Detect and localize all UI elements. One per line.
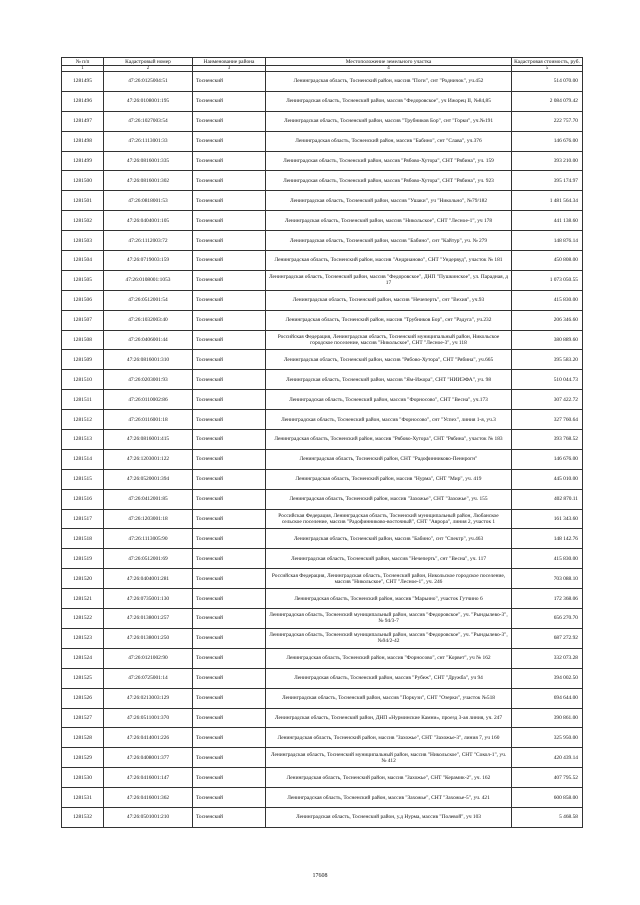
table-row [62,191,583,211]
district-cell: Тосненский [193,549,266,569]
location-cell: Российская Федерация, Ленинградская область, Тосненский муниципальный район, Никольское городское поселение, массив "Никольское", СНТ "Лесное-3", уч 118 [266,330,512,350]
cadastral-value-cell: 390 861.00 [512,708,583,728]
row-number-cell: 1281518 [62,529,104,549]
location-cell: Ленинградская область, Тосненский муниципальный район, массив "Никольское", СНТ "Сокол-1", уч. № 412 [266,748,512,768]
district-cell: Тосненский [193,668,266,688]
location-cell: Ленинградская область, Тосненский район, массив "Ям-Ижора", СНТ "НИИЭФА", уч. 98 [266,370,512,390]
cadastral-number-cell: 47:26:1027003:54 [104,111,193,131]
table-row [62,688,583,708]
cadastral-value-cell: 146 676.00 [512,449,583,469]
cadastral-value-cell: 1 073 050.55 [512,270,583,290]
row-number-cell: 1281501 [62,191,104,211]
column-number: 1 [62,66,104,72]
row-number-cell: 1281519 [62,549,104,569]
cadastral-value-cell: 415 830.00 [512,549,583,569]
row-number-cell: 1281516 [62,489,104,509]
location-cell: Ленинградская область, Тосненский район, ДНП «Нурминские Камни», проезд 3-ая линия, уч. 247 [266,708,512,728]
location-cell: Ленинградская область, Тосненский район, у.д Нурма, массив "Полевой", уч 103 [266,807,512,827]
row-number-cell: 1281523 [62,628,104,648]
district-cell: Тосненский [193,748,266,768]
table-row [62,748,583,768]
table-row [62,628,583,648]
location-cell: Ленинградская область, Тосненский район, массив "Рябово-Хутора", СНТ "Рябина", уч. 159 [266,151,512,171]
table-row [62,529,583,549]
cadastral-number-cell: 47:26:1113005:90 [104,529,193,549]
district-cell: Тосненский [193,91,266,111]
table-row [62,310,583,330]
location-cell: Ленинградская область, Тосненский район, массив "Андрианово", СНТ "Ундервуд", участок № 181 [266,251,512,271]
cadastral-value-cell: 395 174.97 [512,171,583,191]
location-cell: Ленинградская область, Тосненский район, массив "Нечеперть", снт "Вехия", уч.93 [266,290,512,310]
location-cell: Ленинградская область, Тосненский район, массив "Нурма", СНТ "Мир", уч. 419 [266,469,512,489]
row-number-cell: 1281512 [62,410,104,430]
table-row [62,728,583,748]
location-cell: Ленинградская область, Тосненский район, массив "Бабино", снт "Кайтур", уч. № 279 [266,231,512,251]
table-row [62,231,583,251]
row-number-cell: 1281506 [62,290,104,310]
cadastral-value-cell: 1 481 564.34 [512,191,583,211]
cadastral-value-cell: 600 858.00 [512,788,583,808]
district-cell: Тосненский [193,290,266,310]
district-cell: Тосненский [193,350,266,370]
table-row [62,807,583,827]
cadastral-table-sheet [61,57,582,828]
cadastral-number-cell: 47:26:0110002:86 [104,390,193,410]
cadastral-number-cell: 47:26:0416001:362 [104,788,193,808]
row-number-cell: 1281495 [62,72,104,92]
district-cell: Тосненский [193,131,266,151]
row-number-cell: 1281502 [62,211,104,231]
row-number-cell: 1281527 [62,708,104,728]
cadastral-number-cell: 47:26:0138001:257 [104,609,193,629]
location-cell: Российская Федерация, Ленинградская область, Тосненский район, Никольское городское поселение, массив "Никольское", СНТ "Лесное-1", уч. 246 [266,569,512,589]
cadastral-value-cell: 307 422.72 [512,390,583,410]
location-cell: Ленинградская область, Тосненский муниципальный район, массив "Федоровское", уч. "Рындылево-3", №94/2-42 [266,628,512,648]
table-row [62,251,583,271]
header-row-number: № п/п [62,58,104,66]
cadastral-number-cell: 47:26:0816001:310 [104,350,193,370]
row-number-cell: 1281528 [62,728,104,748]
cadastral-value-cell: 206 346.60 [512,310,583,330]
location-cell: Ленинградская область, Тосненский район, массив "Форносово", снт "Успех", линия 1-я, уч.3 [266,410,512,430]
row-number-cell: 1281525 [62,668,104,688]
cadastral-value-cell: 694 644.00 [512,688,583,708]
cadastral-value-cell: 395 583.20 [512,350,583,370]
cadastral-value-cell: 450 808.00 [512,251,583,271]
cadastral-value-cell: 222 757.70 [512,111,583,131]
location-cell: Ленинградская область, Тосненский район, массив "Захожье", СНТ "Захожье-3", линия 7, уч 160 [266,728,512,748]
district-cell: Тосненский [193,191,266,211]
column-number: 4 [266,66,512,72]
table-row [62,370,583,390]
cadastral-value-cell: 703 088.10 [512,569,583,589]
cadastral-value-cell: 415 830.00 [512,290,583,310]
row-number-cell: 1281500 [62,171,104,191]
cadastral-number-cell: 47:26:0213003:129 [104,688,193,708]
location-cell: Ленинградская область, Тосненский район, массив "Рябово-Хутора", СНТ "Рябина", уч.665 [266,350,512,370]
district-cell: Тосненский [193,788,266,808]
cadastral-value-cell: 172 368.06 [512,589,583,609]
table-row [62,151,583,171]
cadastral-value-cell: 420 439.14 [512,748,583,768]
location-cell: Ленинградская область, Тосненский район, массив "Рубеж", СНТ "Дружба", уч 94 [266,668,512,688]
column-number: 5 [512,66,583,72]
row-number-cell: 1281510 [62,370,104,390]
cadastral-number-cell: 47:26:0408001:377 [104,748,193,768]
cadastral-value-cell: 441 138.60 [512,211,583,231]
location-cell: Ленинградская область, Тосненский район, массив "Захожье", СНТ "Захожье-5", уч. 421 [266,788,512,808]
location-cell: Ленинградская область, Тосненский район, массив "Захожье", СНТ "Захожье", уч. 155 [266,489,512,509]
cadastral-value-cell: 445 010.00 [512,469,583,489]
district-cell: Тосненский [193,330,266,350]
row-number-cell: 1281505 [62,270,104,290]
district-cell: Тосненский [193,430,266,450]
table-row [62,72,583,92]
table-row [62,390,583,410]
row-number-cell: 1281526 [62,688,104,708]
cadastral-number-cell: 47:26:0512001:54 [104,290,193,310]
row-number-cell: 1281515 [62,469,104,489]
row-number-cell: 1281496 [62,91,104,111]
district-cell: Тосненский [193,449,266,469]
row-number-cell: 1281503 [62,231,104,251]
cadastral-number-cell: 47:26:0818001:53 [104,191,193,211]
location-cell: Ленинградская область, Тосненский район, массив "Марьино", участок Гутчино 6 [266,589,512,609]
header-cadastral-number: Кадастровый номер [104,58,193,66]
table-row [62,91,583,111]
cadastral-number-cell: 47:26:0203001:93 [104,370,193,390]
location-cell: Ленинградская область, Тосненский район, массив "Бабино", снт "Слава", уч.376 [266,131,512,151]
cadastral-number-cell: 47:26:1203001:18 [104,509,193,529]
row-number-cell: 1281514 [62,449,104,469]
cadastral-number-cell: 47:26:1032003:40 [104,310,193,330]
row-number-cell: 1281497 [62,111,104,131]
district-cell: Тосненский [193,251,266,271]
cadastral-number-cell: 47:26:1113001:33 [104,131,193,151]
cadastral-value-cell: 161 343.60 [512,509,583,529]
table-row [62,589,583,609]
cadastral-value-table [61,57,583,828]
row-number-cell: 1281509 [62,350,104,370]
district-cell: Тосненский [193,708,266,728]
cadastral-value-cell: 656 270.70 [512,609,583,629]
table-row [62,410,583,430]
cadastral-number-cell: 47:26:0406001:44 [104,330,193,350]
cadastral-value-cell: 327 760.64 [512,410,583,430]
location-cell: Ленинградская область, Тосненский район, массив "Поркузи", СНТ "Озерки", участок №518 [266,688,512,708]
cadastral-number-cell: 47:26:0108001:1053 [104,270,193,290]
district-cell: Тосненский [193,589,266,609]
location-cell: Ленинградская область, Тосненский район, массив "Нечеперть", снт "Весна", уч. 117 [266,549,512,569]
location-cell: Ленинградская область, Тосненский район, массив "Форносово", снт "Корвет", уч № 162 [266,648,512,668]
row-number-cell: 1281530 [62,768,104,788]
cadastral-value-cell: 402 870.11 [512,489,583,509]
header-location: Местоположение земельного участка [266,58,512,66]
district-cell: Тосненский [193,370,266,390]
table-row [62,668,583,688]
header-cadastral-value: Кадастровая стоимость, руб. [512,58,583,66]
district-cell: Тосненский [193,688,266,708]
cadastral-number-cell: 47:26:0108001:195 [104,91,193,111]
cadastral-value-cell: 5 468.58 [512,807,583,827]
cadastral-value-cell: 393 768.52 [512,430,583,450]
location-cell: Ленинградская область, Тосненский муниципальный район, массив "Федоровское", уч. "Рындылево-3", № 94/3-7 [266,609,512,629]
cadastral-number-cell: 47:26:0501001:210 [104,807,193,827]
cadastral-value-cell: 325 950.00 [512,728,583,748]
cadastral-number-cell: 47:26:0816001:302 [104,171,193,191]
table-row [62,131,583,151]
cadastral-value-cell: 146 676.00 [512,131,583,151]
district-cell: Тосненский [193,768,266,788]
column-number: 2 [104,66,193,72]
location-cell: Российская Федерация, Ленинградская область, Тосненский муниципальный район, Любанское сельское поселение, массив "Радофинниково-восточный", СНТ "Аврора", линия 2, участок 1 [266,509,512,529]
district-cell: Тосненский [193,569,266,589]
location-cell: Ленинградская область, Тосненский район, массив "Рябово-Хутора", СНТ "Рябина", уч. 923 [266,171,512,191]
location-cell: Ленинградская область, Тосненский район, массив "Форносово", СНТ "Весна", уч.173 [266,390,512,410]
cadastral-value-cell: 514 070.00 [512,72,583,92]
column-number: 3 [193,66,266,72]
location-cell: Ленинградская область, Тосненский район, массив "Трубников Бор", снт "Радуга", уч.232 [266,310,512,330]
cadastral-value-cell: 510 044.73 [512,370,583,390]
row-number-cell: 1281532 [62,807,104,827]
table-row [62,509,583,529]
location-cell: Ленинградская область, Тосненский район, массив "Федоровское", уч Ижорец II, №84,85 [266,91,512,111]
row-number-cell: 1281513 [62,430,104,450]
row-number-cell: 1281520 [62,569,104,589]
district-cell: Тосненский [193,390,266,410]
district-cell: Тосненский [193,469,266,489]
cadastral-number-cell: 47:26:0719003:159 [104,251,193,271]
cadastral-value-cell: 407 795.52 [512,768,583,788]
cadastral-number-cell: 47:26:0416001:147 [104,768,193,788]
cadastral-number-cell: 47:26:0125004:51 [104,72,193,92]
cadastral-number-cell: 47:26:0511001:370 [104,708,193,728]
table-row [62,211,583,231]
row-number-cell: 1281508 [62,330,104,350]
row-number-cell: 1281498 [62,131,104,151]
row-number-cell: 1281504 [62,251,104,271]
table-row [62,469,583,489]
table-row [62,270,583,290]
row-number-cell: 1281507 [62,310,104,330]
row-number-cell: 1281529 [62,748,104,768]
row-number-cell: 1281524 [62,648,104,668]
location-cell: Ленинградская область, Тосненский район, массив "Поги", снт "Родничок", уч.452 [266,72,512,92]
location-cell: Ленинградская область, Тосненский район, массив "Захожье", СНТ "Керамик-2", уч. 162 [266,768,512,788]
table-row [62,788,583,808]
table-row [62,549,583,569]
row-number-cell: 1281511 [62,390,104,410]
district-cell: Тосненский [193,231,266,251]
cadastral-number-cell: 47:26:1112003:72 [104,231,193,251]
location-cell: Ленинградская область, Тосненский район, массив "Ушаки", уч "Никольно", №79/182 [266,191,512,211]
cadastral-value-cell: 2 084 079.42 [512,91,583,111]
table-row [62,171,583,191]
cadastral-number-cell: 47:26:1203001:122 [104,449,193,469]
cadastral-number-cell: 47:26:0735001:130 [104,589,193,609]
cadastral-number-cell: 47:26:0138001:250 [104,628,193,648]
location-cell: Ленинградская область, Тосненский район, массив "Федоровское", ДНП "Пушкинское", ул. Парадная, д 17 [266,270,512,290]
location-cell: Ленинградская область, Тосненский район, массив "Рябово-Хутора", СНТ "Рябина", участок № 183 [266,430,512,450]
district-cell: Тосненский [193,489,266,509]
row-number-cell: 1281522 [62,609,104,629]
district-cell: Тосненский [193,509,266,529]
row-number-cell: 1281531 [62,788,104,808]
cadastral-number-cell: 47:26:0520001:394 [104,469,193,489]
cadastral-number-cell: 47:26:0512001:69 [104,549,193,569]
district-cell: Тосненский [193,410,266,430]
location-cell: Ленинградская область, Тосненский район, массив "Никольское", СНТ "Лесное-1", уч 178 [266,211,512,231]
cadastral-number-cell: 47:26:0816001:335 [104,151,193,171]
district-cell: Тосненский [193,648,266,668]
district-cell: Тосненский [193,270,266,290]
cadastral-value-cell: 687 272.92 [512,628,583,648]
page-number: 17608 [312,873,328,879]
district-cell: Тосненский [193,310,266,330]
cadastral-number-cell: 47:26:0412001:85 [104,489,193,509]
table-row [62,489,583,509]
table-row [62,609,583,629]
table-row [62,569,583,589]
district-cell: Тосненский [193,111,266,131]
cadastral-value-cell: 332 073.28 [512,648,583,668]
district-cell: Тосненский [193,151,266,171]
table-row [62,708,583,728]
row-number-cell: 1281521 [62,589,104,609]
cadastral-number-cell: 47:26:0404001:281 [104,569,193,589]
cadastral-number-cell: 47:26:0725001:14 [104,668,193,688]
cadastral-value-cell: 394 002.50 [512,668,583,688]
row-number-cell: 1281517 [62,509,104,529]
cadastral-number-cell: 47:26:0816001:415 [104,430,193,450]
district-cell: Тосненский [193,171,266,191]
header-district-name: Наименование района [193,58,266,66]
table-row [62,430,583,450]
district-cell: Тосненский [193,609,266,629]
district-cell: Тосненский [193,807,266,827]
cadastral-value-cell: 148 142.76 [512,529,583,549]
district-cell: Тосненский [193,728,266,748]
district-cell: Тосненский [193,72,266,92]
table-row [62,350,583,370]
table-row [62,648,583,668]
location-cell: Ленинградская область, Тосненский район, массив "Бабино", снт "Спектр", уч.463 [266,529,512,549]
table-row [62,768,583,788]
table-row [62,111,583,131]
table-body [62,72,583,828]
cadastral-number-cell: 47:26:0116001:18 [104,410,193,430]
cadastral-number-cell: 47:26:0414001:226 [104,728,193,748]
cadastral-value-cell: 148 876.14 [512,231,583,251]
table-header-row [62,58,583,66]
cadastral-value-cell: 393 210.00 [512,151,583,171]
location-cell: Ленинградская область, Тосненский район, массив "Трубников Бор", снт "Горки", уч.№191 [266,111,512,131]
district-cell: Тосненский [193,529,266,549]
cadastral-value-cell: 380 889.60 [512,330,583,350]
cadastral-number-cell: 47:26:0404001:105 [104,211,193,231]
row-number-cell: 1281499 [62,151,104,171]
district-cell: Тосненский [193,628,266,648]
table-row [62,330,583,350]
location-cell: Ленинградская область, Тосненский район, СНТ "Радофинниково-Пеннрогн" [266,449,512,469]
district-cell: Тосненский [193,211,266,231]
cadastral-number-cell: 47:26:0121002:90 [104,648,193,668]
table-row [62,449,583,469]
table-row [62,290,583,310]
